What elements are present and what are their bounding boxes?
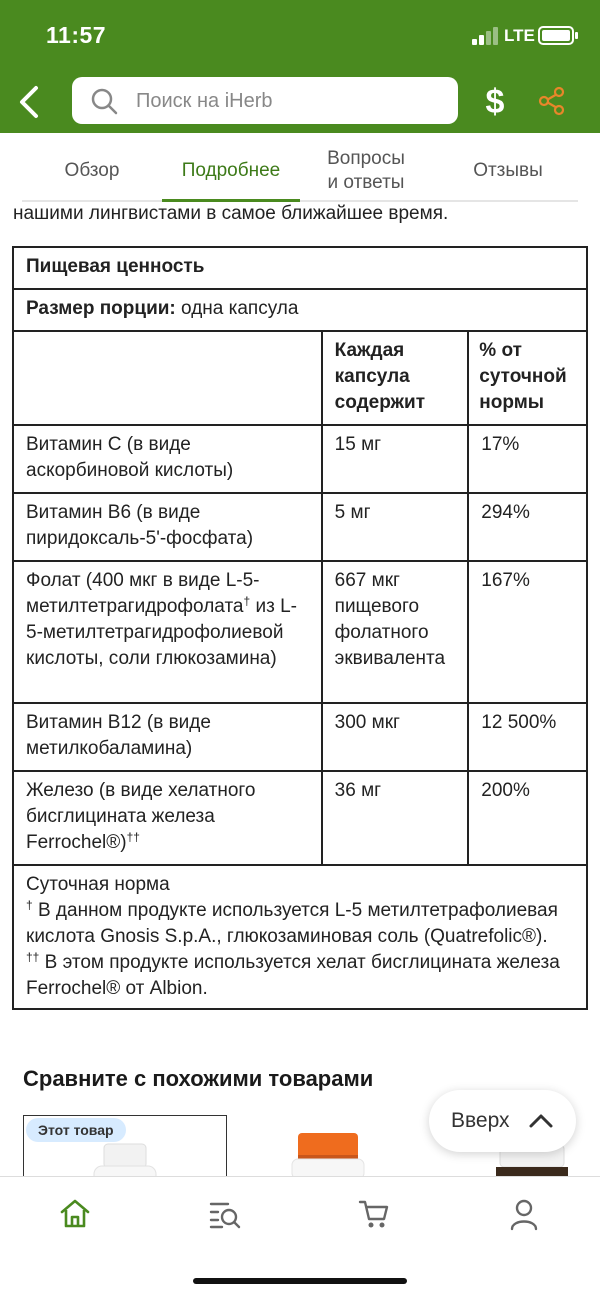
this-product-badge: Этот товар <box>26 1118 126 1142</box>
chevron-up-icon <box>528 1108 554 1134</box>
cart-icon[interactable] <box>357 1197 391 1231</box>
serving-size-label: Размер порции: <box>26 298 176 319</box>
home-indicator <box>193 1278 407 1284</box>
tab-overview[interactable]: Обзор <box>64 160 120 181</box>
back-button[interactable] <box>14 82 46 122</box>
search-placeholder: Поиск на iHerb <box>136 90 273 112</box>
share-button[interactable] <box>537 86 567 116</box>
nutrient-amount: 667 мкг пищевого фолатного эквивалента <box>322 561 469 703</box>
nutrient-dv: 200% <box>468 771 587 865</box>
tab-reviews[interactable]: Отзывы <box>473 160 543 181</box>
nutrition-title: Пищевая ценность <box>13 247 587 289</box>
nutrient-amount: 36 мг <box>322 771 469 865</box>
nutrient-dv: 12 500% <box>468 703 587 771</box>
battery-icon <box>538 26 574 45</box>
currency-button[interactable]: $ <box>485 83 505 121</box>
account-icon[interactable] <box>507 1197 541 1231</box>
network-type: LTE <box>504 26 535 45</box>
table-row <box>13 771 587 865</box>
scroll-to-top-label: Вверх <box>451 1109 510 1132</box>
product-image[interactable] <box>288 1133 368 1178</box>
header-blank <box>13 331 322 425</box>
nutrient-dv: 17% <box>468 425 587 493</box>
serving-size-value: одна капсула <box>175 298 299 319</box>
nutrient-dv: 167% <box>468 561 587 703</box>
nutrient-name: Фолат (400 мкг в виде L-5-метилтетрагидрофолата† из L-5-метилтетрагидрофолиевой кислоты, соли глюкозамина) <box>13 561 322 703</box>
nutrient-name: Витамин C (в виде аскорбиновой кислоты) <box>13 425 322 493</box>
table-row <box>13 561 587 703</box>
nutrient-amount: 15 мг <box>322 425 469 493</box>
nutrition-table <box>12 246 588 1010</box>
nutrient-amount: 300 мкг <box>322 703 469 771</box>
table-row <box>13 493 587 561</box>
search-input[interactable] <box>72 77 458 124</box>
search-icon <box>90 87 118 115</box>
footnote-mark: †† <box>126 830 140 844</box>
scroll-to-top-button[interactable] <box>429 1090 576 1152</box>
nutrient-name: Витамин B6 (в виде пиридоксаль-5'-фосфата) <box>13 493 322 561</box>
col-header-dv: % от суточной нормы <box>468 331 587 425</box>
compare-card-current[interactable] <box>23 1115 227 1185</box>
status-time: 11:57 <box>46 22 107 48</box>
product-tabs <box>22 140 578 202</box>
nutrient-amount: 5 мг <box>322 493 469 561</box>
table-footnotes <box>13 865 587 1009</box>
footnote-mark: † <box>243 594 251 608</box>
catalog-search-icon[interactable] <box>208 1197 242 1231</box>
footnote-1: † В данном продукте используется L-5 метилтетрафолиевая кислота Gnosis S.p.A., глюкозаминовая соль (Quatrefolic®). <box>26 898 558 947</box>
nutrient-name: Железо (в виде хелатного бисглицината железа Ferrochel®)†† <box>13 771 322 865</box>
description-text: нашими лингвистами в самое ближайшее время. <box>13 203 449 224</box>
status-bar <box>0 0 600 70</box>
home-icon[interactable] <box>58 1197 92 1231</box>
footnote-2: †† В этом продукте используется хелат бисглицината железа Ferrochel® от Albion. <box>26 950 560 999</box>
col-header-amount: Каждая капсула содержит <box>322 331 469 425</box>
app-header <box>0 0 600 133</box>
tab-details[interactable]: Подробнее <box>162 140 300 202</box>
nutrient-dv: 294% <box>468 493 587 561</box>
nutrient-name: Витамин B12 (в виде метилкобаламина) <box>13 703 322 771</box>
chevron-left-icon <box>14 82 46 122</box>
signal-icon <box>472 27 500 45</box>
share-icon <box>537 86 567 116</box>
tab-questions[interactable]: Вопросы и ответы <box>327 148 405 193</box>
compare-title: Сравните с похожими товарами <box>23 1066 374 1091</box>
table-row <box>13 425 587 493</box>
footnote-daily-value: Суточная норма <box>26 874 170 895</box>
table-row <box>13 703 587 771</box>
serving-size <box>13 289 587 331</box>
